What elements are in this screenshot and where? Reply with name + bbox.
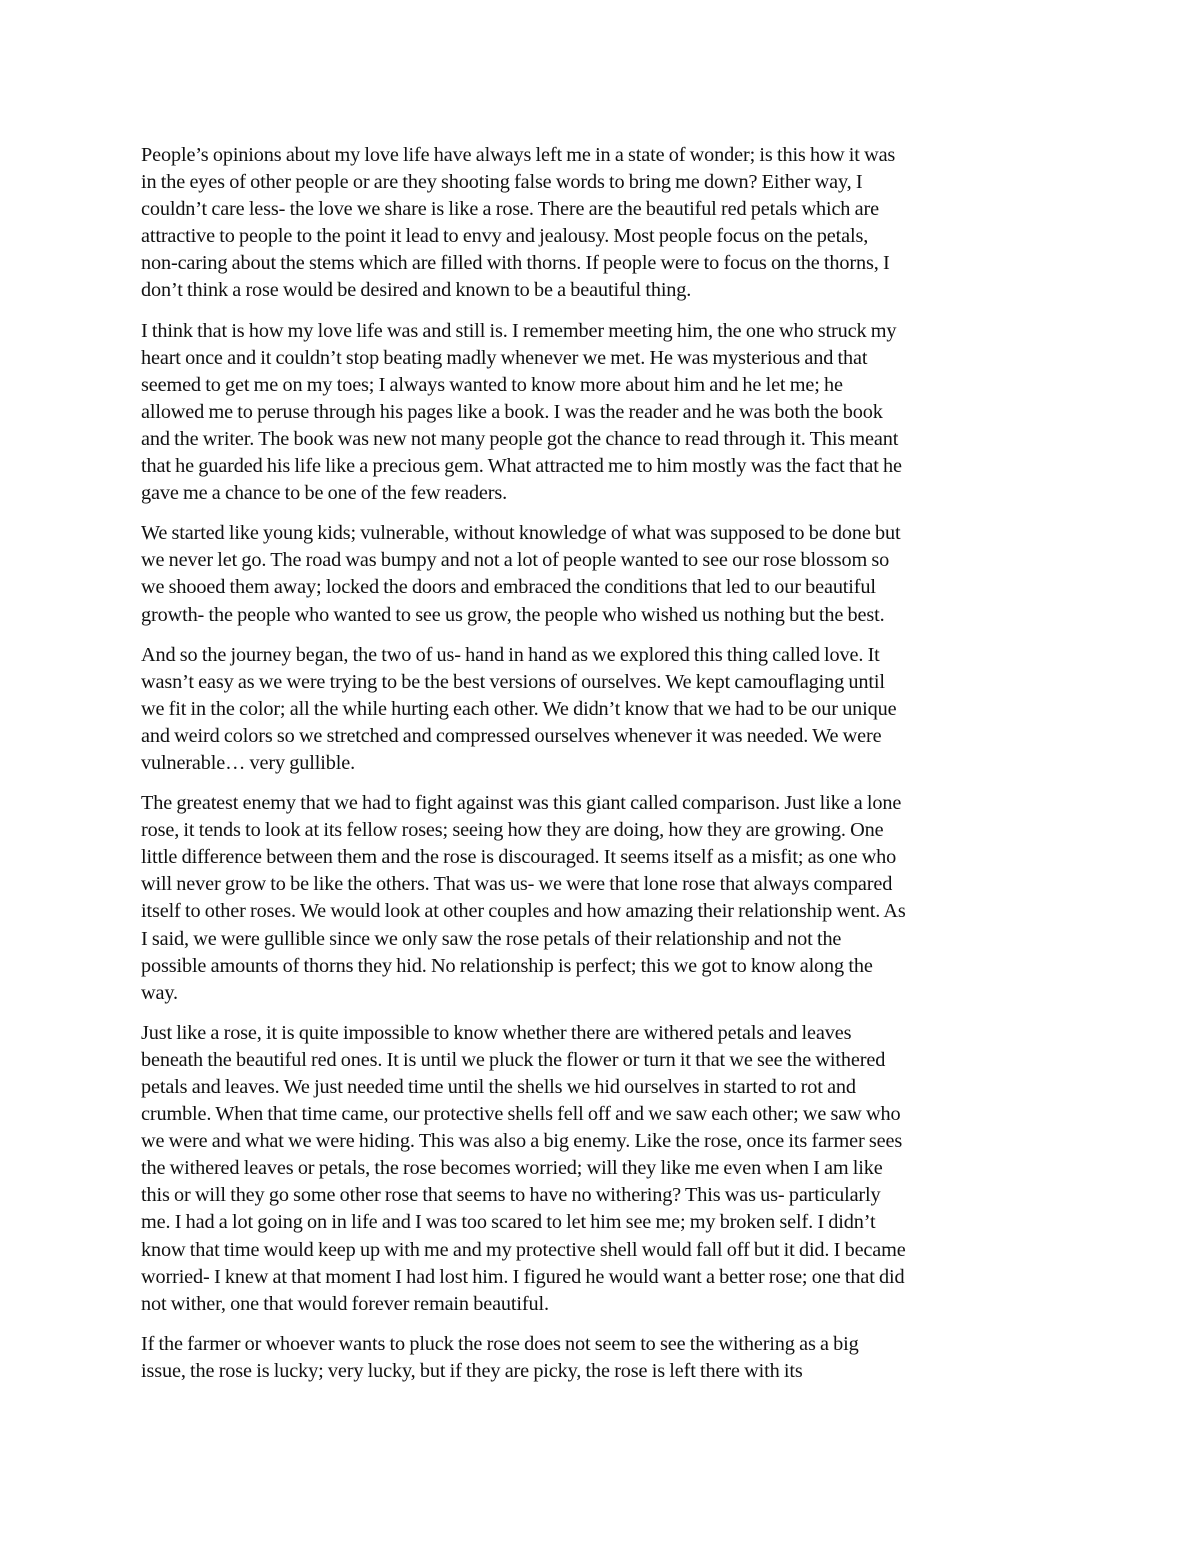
paragraph (141, 520, 1061, 628)
text-line: crumble. When that time came, our protective shells fell off and we saw each other; we saw who (141, 1103, 901, 1126)
paragraph (141, 1331, 1061, 1385)
text-line: vulnerable… very gullible. (141, 751, 355, 774)
text-line: in the eyes of other people or are they shooting false words to bring me down? Either way, I (141, 171, 863, 194)
text-line: seemed to get me on my toes; I always wanted to know more about him and he let me; he (141, 373, 843, 396)
text-line: not wither, one that would forever remain beautiful. (141, 1292, 549, 1315)
text-line: couldn’t care less- the love we share is like a rose. There are the beautiful red petals which are (141, 198, 879, 221)
text-line: and weird colors so we stretched and compressed ourselves whenever it was needed. We were (141, 724, 882, 747)
text-line: the withered leaves or petals, the rose becomes worried; will they like me even when I am like (141, 1157, 883, 1180)
text-line: allowed me to peruse through his pages like a book. I was the reader and he was both the book (141, 400, 883, 423)
text-line: possible amounts of thorns they hid. No relationship is perfect; this we got to know along the (141, 954, 873, 977)
text-line: We started like young kids; vulnerable, without knowledge of what was supposed to be done but (141, 522, 901, 545)
paragraph (141, 790, 1061, 1007)
text-line: worried- I knew at that moment I had lost him. I figured he would want a better rose; one that did (141, 1265, 905, 1288)
text-line: and the writer. The book was new not many people got the chance to read through it. This meant (141, 427, 899, 450)
paragraph (141, 318, 1061, 508)
text-line: beneath the beautiful red ones. It is until we pluck the flower or turn it that we see the withered (141, 1048, 886, 1071)
text-line: we never let go. The road was bumpy and not a lot of people wanted to see our rose blossom so (141, 549, 890, 572)
text-line: me. I had a lot going on in life and I was too scared to let him see me; my broken self. I didn’t (141, 1211, 876, 1234)
paragraph (141, 642, 1061, 777)
text-line: gave me a chance to be one of the few readers. (141, 482, 508, 505)
text-line: itself to other roses. We would look at other couples and how amazing their relationship went. As (141, 900, 906, 923)
text-line: rose, it tends to look at its fellow roses; seeing how they are doing, how they are growing. One (141, 819, 884, 842)
text-line: People’s opinions about my love life have always left me in a state of wonder; is this how it was (141, 144, 896, 166)
text-line: heart once and it couldn’t stop beating madly whenever we met. He was mysterious and that (141, 346, 868, 369)
text-line: wasn’t easy as we were trying to be the best versions of ourselves. We kept camouflaging until (141, 670, 885, 693)
text-line: issue, the rose is lucky; very lucky, but if they are picky, the rose is left there with its (141, 1359, 803, 1382)
text-line: know that time would keep up with me and my protective shell would fall off but it did. I became (141, 1238, 906, 1261)
text-line: The greatest enemy that we had to fight against was this giant called comparison. Just like a lone (141, 792, 902, 815)
text-line: non-caring about the stems which are filled with thorns. If people were to focus on the thorns, I (141, 252, 890, 275)
text-line: And so the journey began, the two of us- hand in hand as we explored this thing called love. It (141, 643, 880, 666)
text-line: way. (141, 981, 178, 1004)
paragraph (141, 142, 1061, 305)
text-line: attractive to people to the point it lead to envy and jealousy. Most people focus on the petals, (141, 225, 869, 248)
text-line: I said, we were gullible since we only saw the rose petals of their relationship and not the (141, 927, 842, 950)
text-line: we were and what we were hiding. This was also a big enemy. Like the rose, once its farmer sees (141, 1130, 903, 1153)
text-line: will never grow to be like the others. That was us- we were that lone rose that always compared (141, 873, 893, 896)
text-line: growth- the people who wanted to see us grow, the people who wished us nothing but the best. (141, 603, 885, 626)
text-line: I think that is how my love life was and still is. I remember meeting him, the one who struck my (141, 319, 897, 342)
paragraph (141, 1020, 1061, 1318)
text-line: this or will they go some other rose that seems to have no withering? This was us- particularly (141, 1184, 881, 1207)
text-line: Just like a rose, it is quite impossible to know whether there are withered petals and leaves (141, 1021, 852, 1044)
document-body (141, 142, 1061, 1398)
text-line: that he guarded his life like a precious gem. What attracted me to him mostly was the fact that he (141, 455, 902, 478)
text-line: don’t think a rose would be desired and known to be a beautiful thing. (141, 279, 692, 302)
text-line: we shooed them away; locked the doors and embraced the conditions that led to our beautiful (141, 576, 876, 599)
text-line: If the farmer or whoever wants to pluck the rose does not seem to see the withering as a big (141, 1332, 859, 1355)
text-line: little difference between them and the rose is discouraged. It seems itself as a misfit; as one who (141, 846, 897, 869)
text-line: we fit in the color; all the while hurting each other. We didn’t know that we had to be our unique (141, 697, 897, 720)
text-line: petals and leaves. We just needed time until the shells we hid ourselves in started to rot and (141, 1076, 856, 1098)
